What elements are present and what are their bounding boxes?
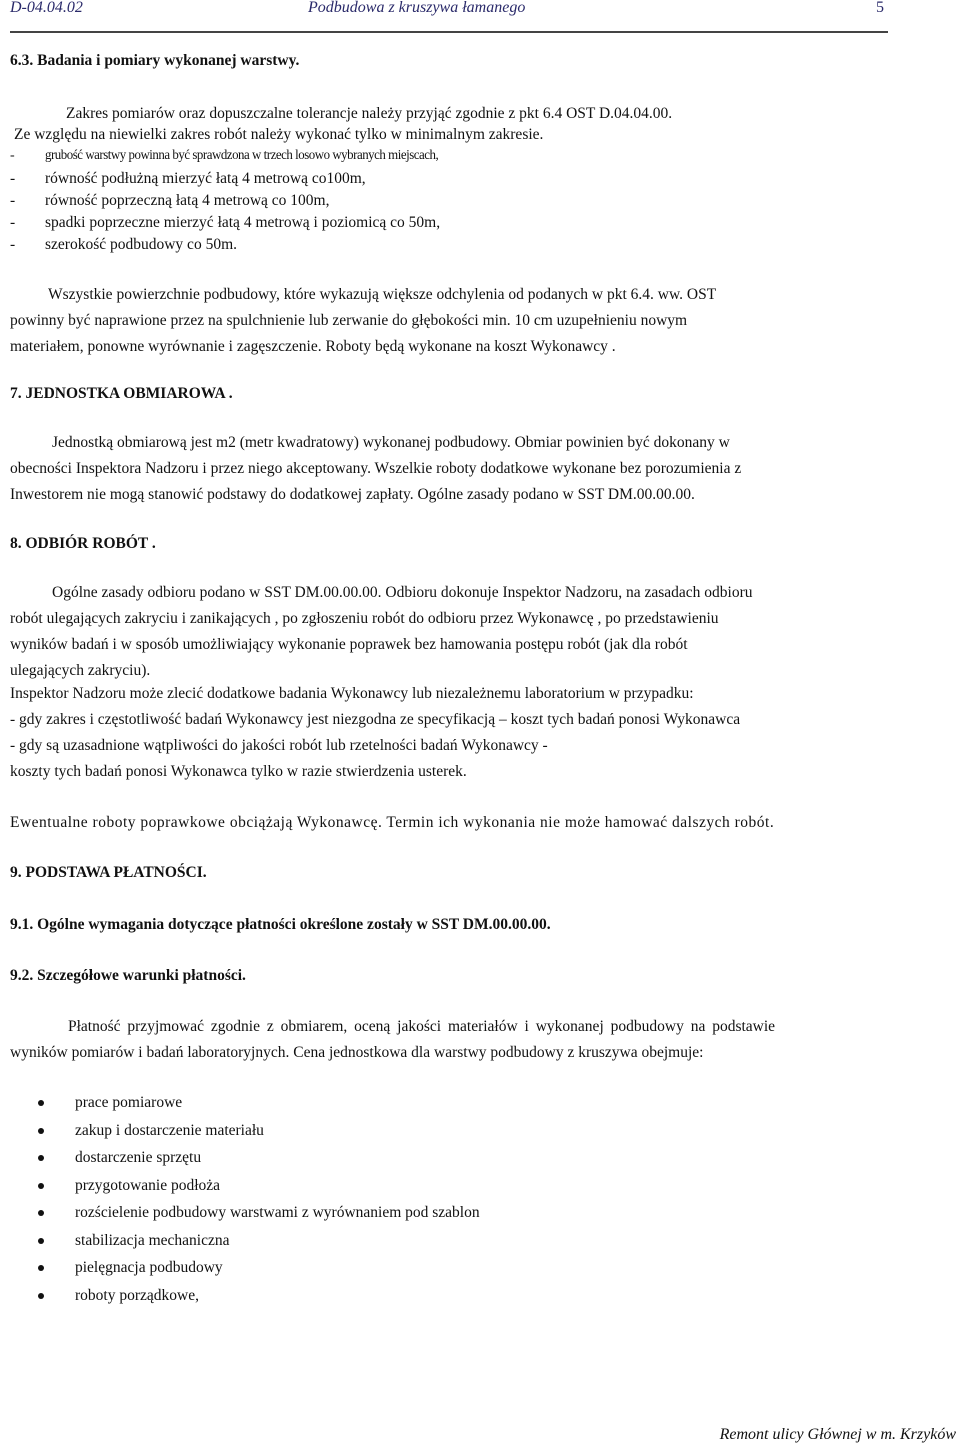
bullet-icon [38, 1183, 44, 1189]
s8-note: Ewentualne roboty poprawkowe obciążają Wykonawcę. Termin ich wykonania nie może hamować dalszych robót. [10, 814, 775, 831]
page-number: 5 [876, 0, 884, 16]
page-header [10, 0, 888, 33]
s7-para-1: Jednostką obmiarową jest m2 (metr kwadratowy) wykonanej podbudowy. Obmiar powinien być dokonany w [52, 434, 730, 451]
s63-item-5: - szerokość podbudowy co 50m. [10, 236, 237, 253]
section-heading-6-3: 6.3. Badania i pomiary wykonanej warstwy. [10, 52, 300, 69]
s7-para-2: obecności Inspektora Nadzoru i przez niego akceptowany. Wszelkie roboty dodatkowe wykonane bez porozumienia z [10, 460, 742, 477]
s8-para-6: - gdy zakres i częstotliwość badań Wykonawcy jest niezgodna ze specyfikacją – koszt tych badań ponosi Wykonawca [10, 711, 741, 728]
s63-item-3: - równość poprzeczną łatą 4 metrową co 100m, [10, 192, 330, 209]
s8-para-8: koszty tych badań ponosi Wykonawca tylko w razie stwierdzenia usterek. [10, 763, 467, 780]
bullet-icon [38, 1100, 44, 1106]
cost-items-list [38, 1094, 480, 1314]
bullet-icon [38, 1238, 44, 1244]
s63-intro-2: Ze względu na niewielki zakres robót należy wykonać tylko w minimalnym zakresie. [14, 126, 544, 143]
s63-item-4: - spadki poprzeczne mierzyć łatą 4 metrową i poziomicą co 50m, [10, 214, 441, 231]
section-heading-9: 9. PODSTAWA PŁATNOŚCI. [10, 864, 207, 881]
section-heading-7: 7. JEDNOSTKA OBMIAROWA . [10, 385, 233, 402]
s9-para-2: wyników pomiarów i badań laboratoryjnych. Cena jednostkowa dla warstwy podbudowy z kruszywa obejmuje: [10, 1044, 704, 1061]
list-item: stabilizacja mechaniczna [38, 1232, 480, 1260]
s63-item-1: - grubość warstwy powinna być sprawdzona w trzech losowo wybranych miejscach, [10, 148, 439, 163]
doc-title: Podbudowa z kruszywa łamanego [308, 0, 526, 16]
bullet-icon [38, 1128, 44, 1134]
s8-para-5: Inspektor Nadzoru może zlecić dodatkowe badania Wykonawcy lub niezależnemu laboratorium w przypadku: [10, 685, 694, 702]
list-item: dostarczenie sprzętu [38, 1149, 480, 1177]
bullet-icon [38, 1210, 44, 1216]
s63-para-3: materiałem, ponowne wyrównanie i zagęszczenie. Roboty będą wykonane na koszt Wykonawcy . [10, 338, 616, 355]
s8-para-1: Ogólne zasady odbioru podano w SST DM.00.00.00. Odbioru dokonuje Inspektor Nadzoru, na zasadach odbioru [52, 584, 753, 601]
section-heading-8: 8. ODBIÓR ROBÓT . [10, 535, 156, 552]
s63-para-1: Wszystkie powierzchnie podbudowy, które wykazują większe odchylenia od podanych w pkt 6.4. ww. OST [48, 286, 717, 303]
s7-para-3: Inwestorem nie mogą stanowić podstawy do dodatkowej zapłaty. Ogólne zasady podano w SST DM.00.00.00. [10, 486, 695, 503]
bullet-icon [38, 1293, 44, 1299]
list-item: roboty porządkowe, [38, 1287, 480, 1315]
list-item: prace pomiarowe [38, 1094, 480, 1122]
page-footer: Remont ulicy Głównej w m. Krzyków [719, 1426, 956, 1443]
s8-para-3: wyników badań i w sposób umożliwiający wykonanie poprawek bez hamowania postępu robót (jak dla robót [10, 636, 688, 653]
s8-para-2: robót ulegających zakryciu i zanikających , po zgłoszeniu robót do odbioru przez Wykonawcę , po przedstawieniu [10, 610, 719, 627]
bullet-icon [38, 1265, 44, 1271]
s63-item-2: - równość podłużną mierzyć łatą 4 metrową co100m, [10, 170, 366, 187]
section-heading-9-2: 9.2. Szczegółowe warunki płatności. [10, 967, 246, 984]
list-item: zakup i dostarczenie materiału [38, 1122, 480, 1150]
s63-intro-1: Zakres pomiarów oraz dopuszczalne tolerancje należy przyjąć zgodnie z pkt 6.4 OST D.04.04.00. [66, 105, 673, 122]
s8-para-7: - gdy są uzasadnione wątpliwości do jakości robót lub rzetelności badań Wykonawcy - [10, 737, 548, 754]
list-item: przygotowanie podłoża [38, 1177, 480, 1205]
s8-para-4: ulegających zakryciu). [10, 662, 151, 679]
list-item: pielęgnacja podbudowy [38, 1259, 480, 1287]
section-heading-9-1: 9.1. Ogólne wymagania dotyczące płatności określone zostały w SST DM.00.00.00. [10, 916, 551, 933]
doc-code: D-04.04.02 [10, 0, 83, 16]
bullet-icon [38, 1155, 44, 1161]
s9-para-1: Płatność przyjmować zgodnie z obmiarem, oceną jakości materiałów i wykonanej podbudowy na podstawie [68, 1018, 776, 1035]
s63-para-2: powinny być naprawione przez na spulchnienie lub zerwanie do głębokości min. 10 cm uzupełnieniu nowym [10, 312, 688, 329]
list-item: rozścielenie podbudowy warstwami z wyrównaniem pod szablon [38, 1204, 480, 1232]
